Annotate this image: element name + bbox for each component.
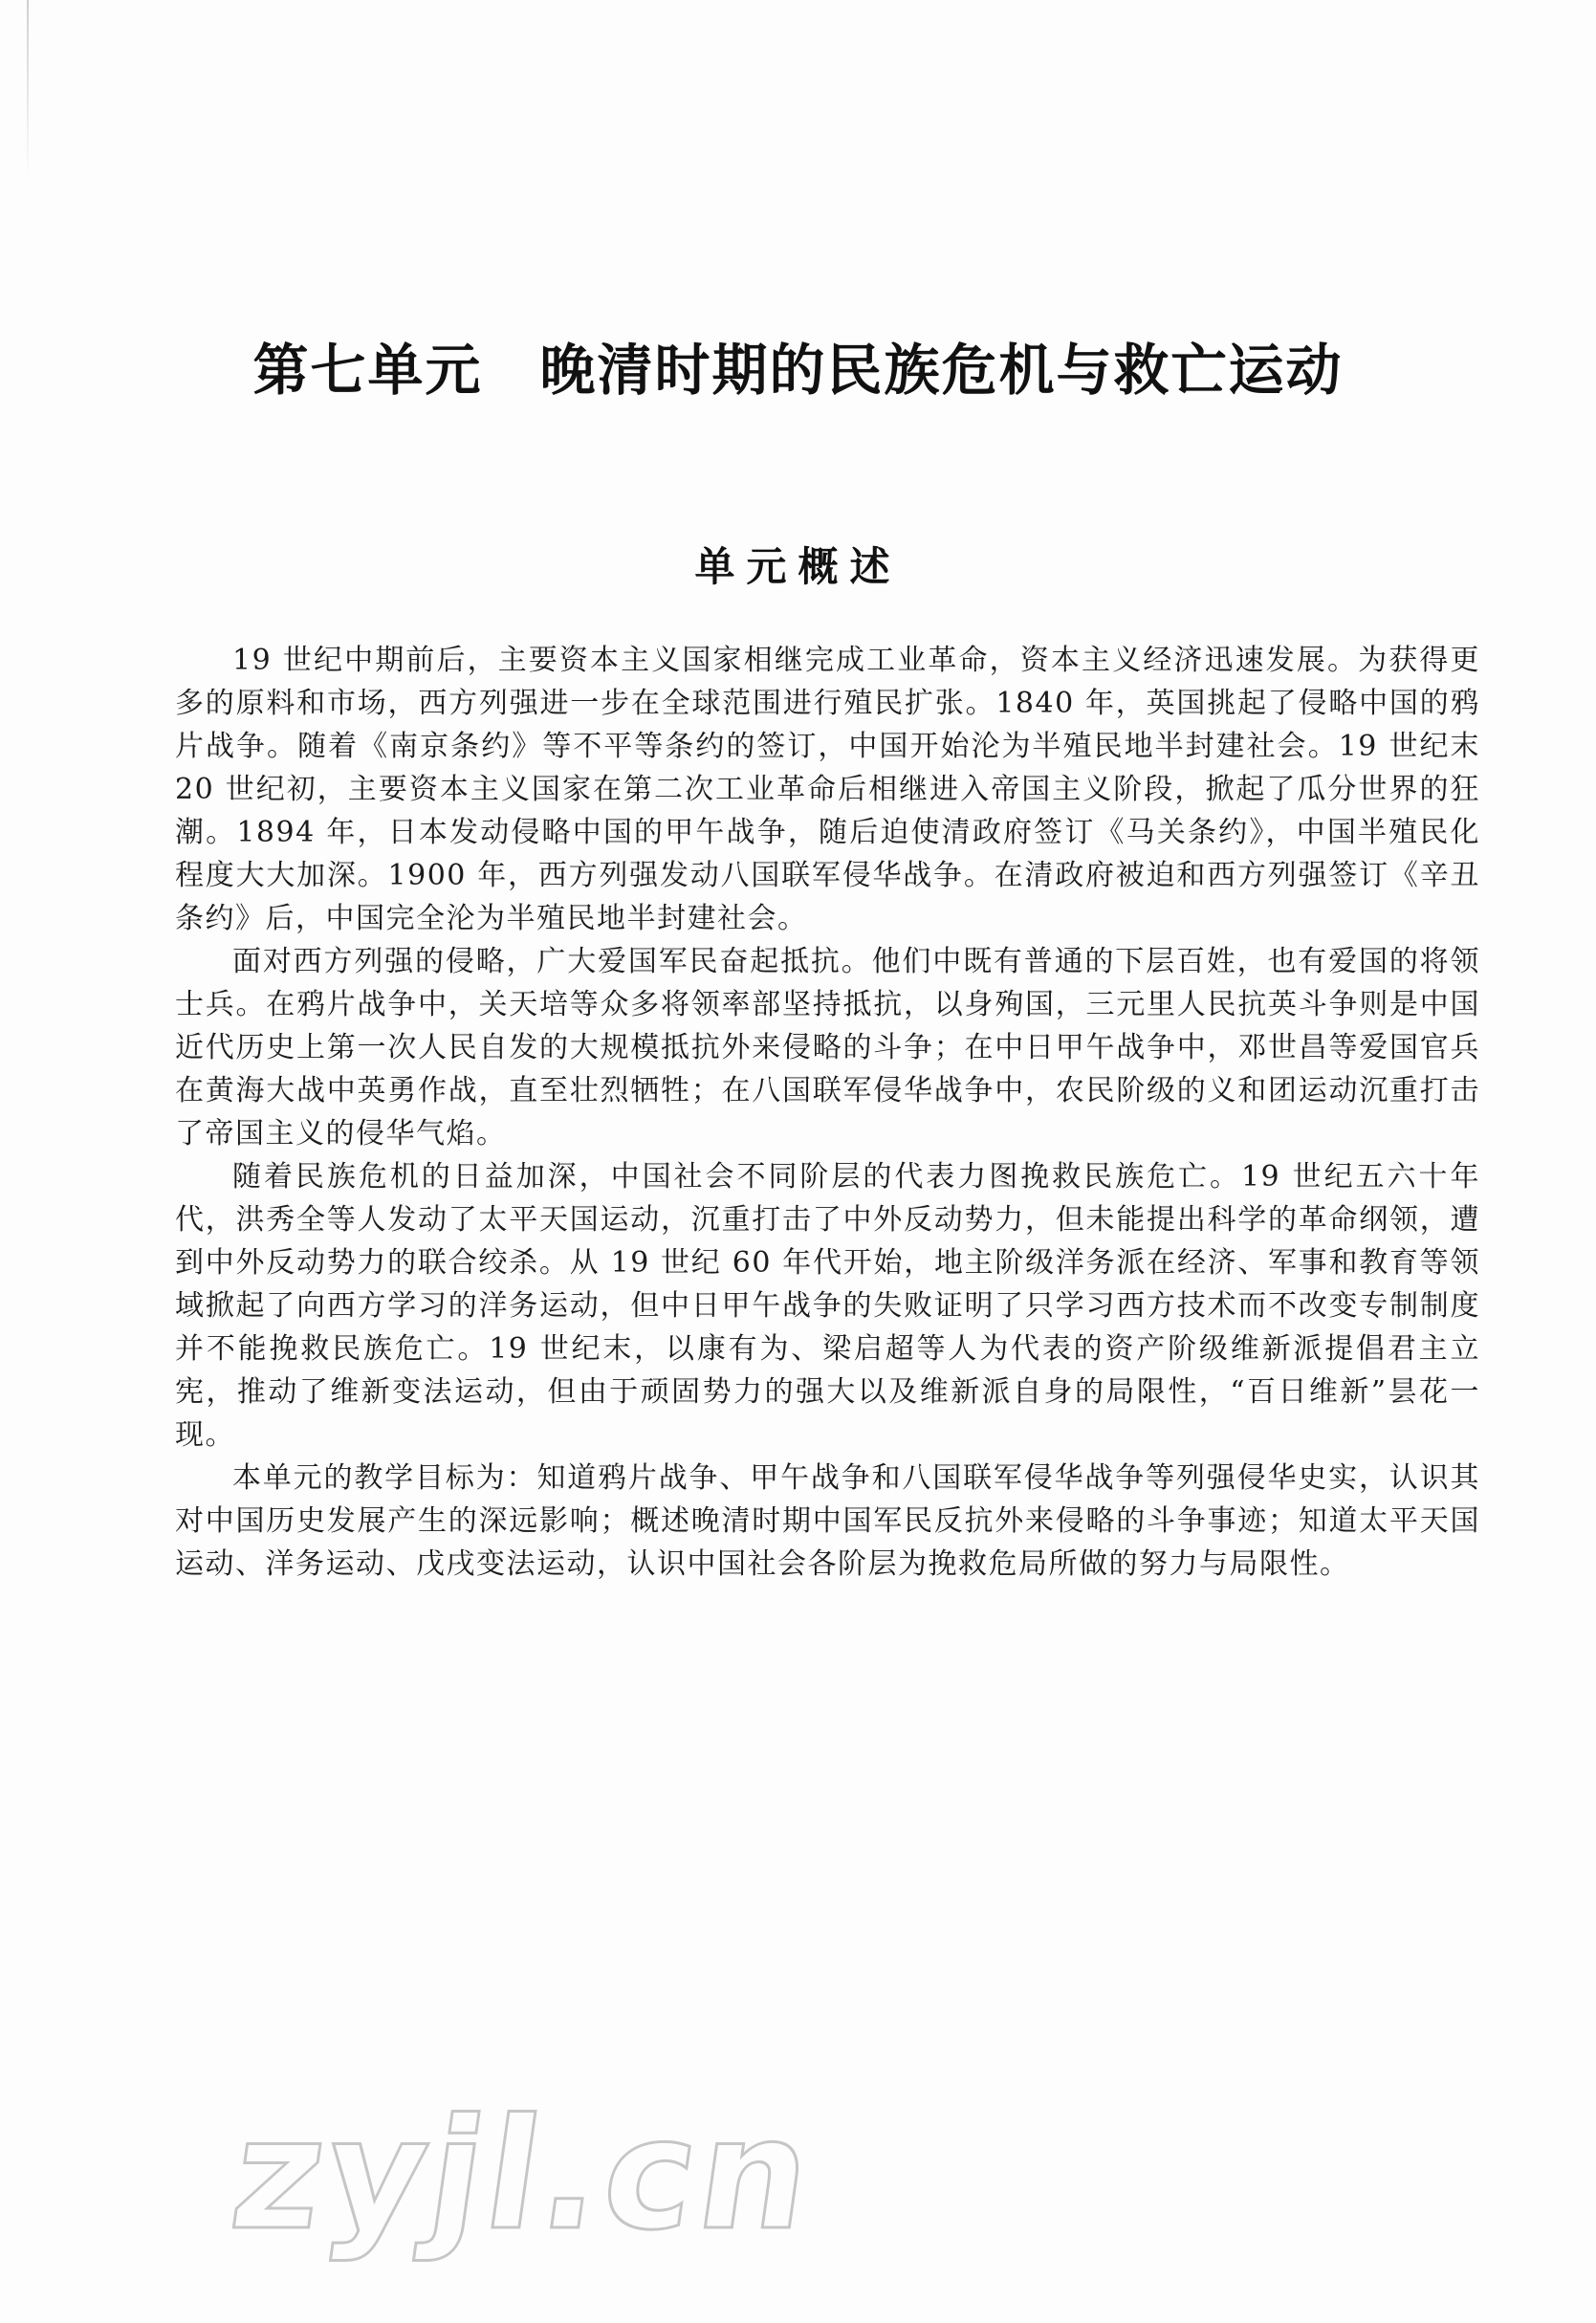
paragraph: 本单元的教学目标为：知道鸦片战争、甲午战争和八国联军侵华战争等列强侵华史实，认识其对中国历史发展产生的深远影响；概述晚清时期中国军民反抗外来侵略的斗争事迹；知道太平天国运动、洋务运动、戊戌变法运动，认识中国社会各阶层为挽救危局所做的努力与局限性。 bbox=[175, 1461, 1480, 1581]
body-text bbox=[175, 639, 1480, 1586]
chapter-name: 晚清时期的民族危机与救亡运动 bbox=[539, 338, 1344, 403]
paragraph: 面对西方列强的侵略，广大爱国军民奋起抵抗。他们中既有普通的下层百姓，也有爱国的将领士兵。在鸦片战争中，关天培等众多将领率部坚持抵抗，以身殉国，三元里人民抗英斗争则是中国近代历史上第一次人民自发的大规模抵抗外来侵略的斗争；在中日甲午战争中，邓世昌等爱国官兵在黄海大战中英勇作战，直至壮烈牺牲；在八国联军侵华战争中，农民阶级的义和团运动沉重打击了帝国主义的侵华气焰。 bbox=[175, 945, 1480, 1151]
scan-edge bbox=[27, 0, 29, 182]
chapter-title bbox=[0, 325, 1596, 405]
paragraph: 19 世纪中期前后，主要资本主义国家相继完成工业革命，资本主义经济迅速发展。为获得更多的原料和市场，西方列强进一步在全球范围进行殖民扩张。1840 年，英国挑起了侵略中国的鸦片战争。随着《南京条约》等不平等条约的签订，中国开始沦为半殖民地半封建社会。19 世纪末 20 世纪初，主要资本主义国家在第二次工业革命后相继进入帝国主义阶段，掀起了瓜分世界的狂潮。1894 年，日本发动侵略中国的甲午战争，随后迫使清政府签订《马关条约》，中国半殖民化程度大大加深。1900 年，西方列强发动八国联军侵华战争。在清政府被迫和西方列强签订《辛丑条约》后，中国完全沦为半殖民地半封建社会。 bbox=[175, 644, 1480, 935]
chapter-number: 第七单元 bbox=[252, 338, 483, 403]
section-title: 单元概述 bbox=[694, 543, 902, 590]
paragraph: 随着民族危机的日益加深，中国社会不同阶层的代表力图挽救民族危亡。19 世纪五六十年代，洪秀全等人发动了太平天国运动，沉重打击了中外反动势力，但未能提出科学的革命纲领，遭到中外反动势力的联合绞杀。从 19 世纪 60 年代开始，地主阶级洋务派在经济、军事和教育等领域掀起了向西方学习的洋务运动，但中日甲午战争的失败证明了只学习西方技术而不改变专制制度并不能挽救民族危亡。19 世纪末，以康有为、梁启超等人为代表的资产阶级维新派提倡君主立宪，推动了维新变法运动，但由于顽固势力的强大以及维新派自身的局限性，“百日维新”昙花一现。 bbox=[175, 1160, 1480, 1452]
watermark: zyjl.cn bbox=[221, 2085, 825, 2264]
